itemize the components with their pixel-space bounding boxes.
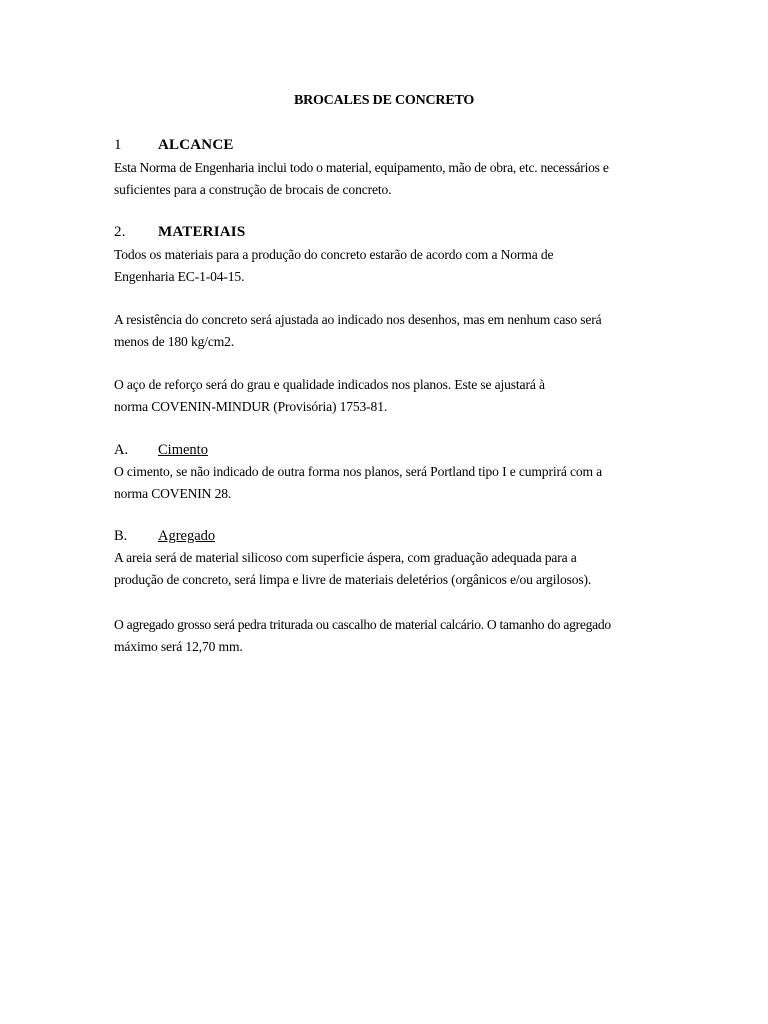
text-line: Todos os materiais para a produção do concreto estarão de acordo com a Norma de	[114, 247, 554, 262]
subsection-heading-cimento	[114, 442, 208, 459]
text-line: A areia será de material silicoso com superficie áspera, com graduação adequada para a	[114, 550, 577, 565]
section-number: 1	[114, 137, 122, 153]
section-number: 2.	[114, 224, 126, 240]
text-line: suficientes para a construção de brocais de concreto.	[114, 182, 392, 197]
text-line: O aço de reforço será do grau e qualidade indicados nos planos. Este se ajustará à	[114, 377, 545, 392]
paragraph-agregado-2	[114, 614, 628, 658]
text-line: Esta Norma de Engenharia inclui todo o material, equipamento, mão de obra, etc. necessários e	[114, 160, 609, 175]
text-line: A resistência do concreto será ajustada ao indicado nos desenhos, mas em nenhum caso será	[114, 312, 602, 327]
section-heading-materiais	[114, 224, 245, 241]
section-heading-alcance	[114, 137, 234, 154]
text-line: norma COVENIN 28.	[114, 486, 232, 501]
subsection-label: Cimento	[158, 442, 208, 458]
paragraph-alcance	[114, 157, 628, 201]
section-label: ALCANCE	[158, 137, 234, 153]
paragraph-materiais-3	[114, 374, 628, 418]
text-line: O cimento, se não indicado de outra forma nos planos, será Portland tipo I e cumprirá com a	[114, 464, 603, 479]
subsection-number: A.	[114, 442, 129, 458]
section-label: MATERIAIS	[158, 224, 246, 240]
paragraph-agregado-1	[114, 547, 628, 591]
document-title: BROCALES DE CONCRETO	[293, 93, 475, 108]
paragraph-materiais-2	[114, 309, 628, 353]
paragraph-cimento	[114, 461, 628, 505]
subsection-heading-agregado	[114, 528, 215, 545]
text-line: menos de 180 kg/cm2.	[114, 334, 235, 349]
text-line: Engenharia EC-1-04-15.	[114, 269, 245, 284]
text-line: produção de concreto, será limpa e livre de materiais deletérios (orgânicos e/ou argilosos).	[114, 572, 592, 587]
paragraph-materiais-1	[114, 244, 628, 288]
subsection-number: B.	[114, 528, 128, 544]
text-line: norma COVENIN-MINDUR (Provisória) 1753-81.	[114, 399, 388, 414]
text-line: máximo será 12,70 mm.	[114, 639, 243, 654]
text-line: O agregado grosso será pedra triturada ou cascalho de material calcário. O tamanho do agregado	[114, 617, 611, 632]
subsection-label: Agregado	[158, 528, 216, 544]
